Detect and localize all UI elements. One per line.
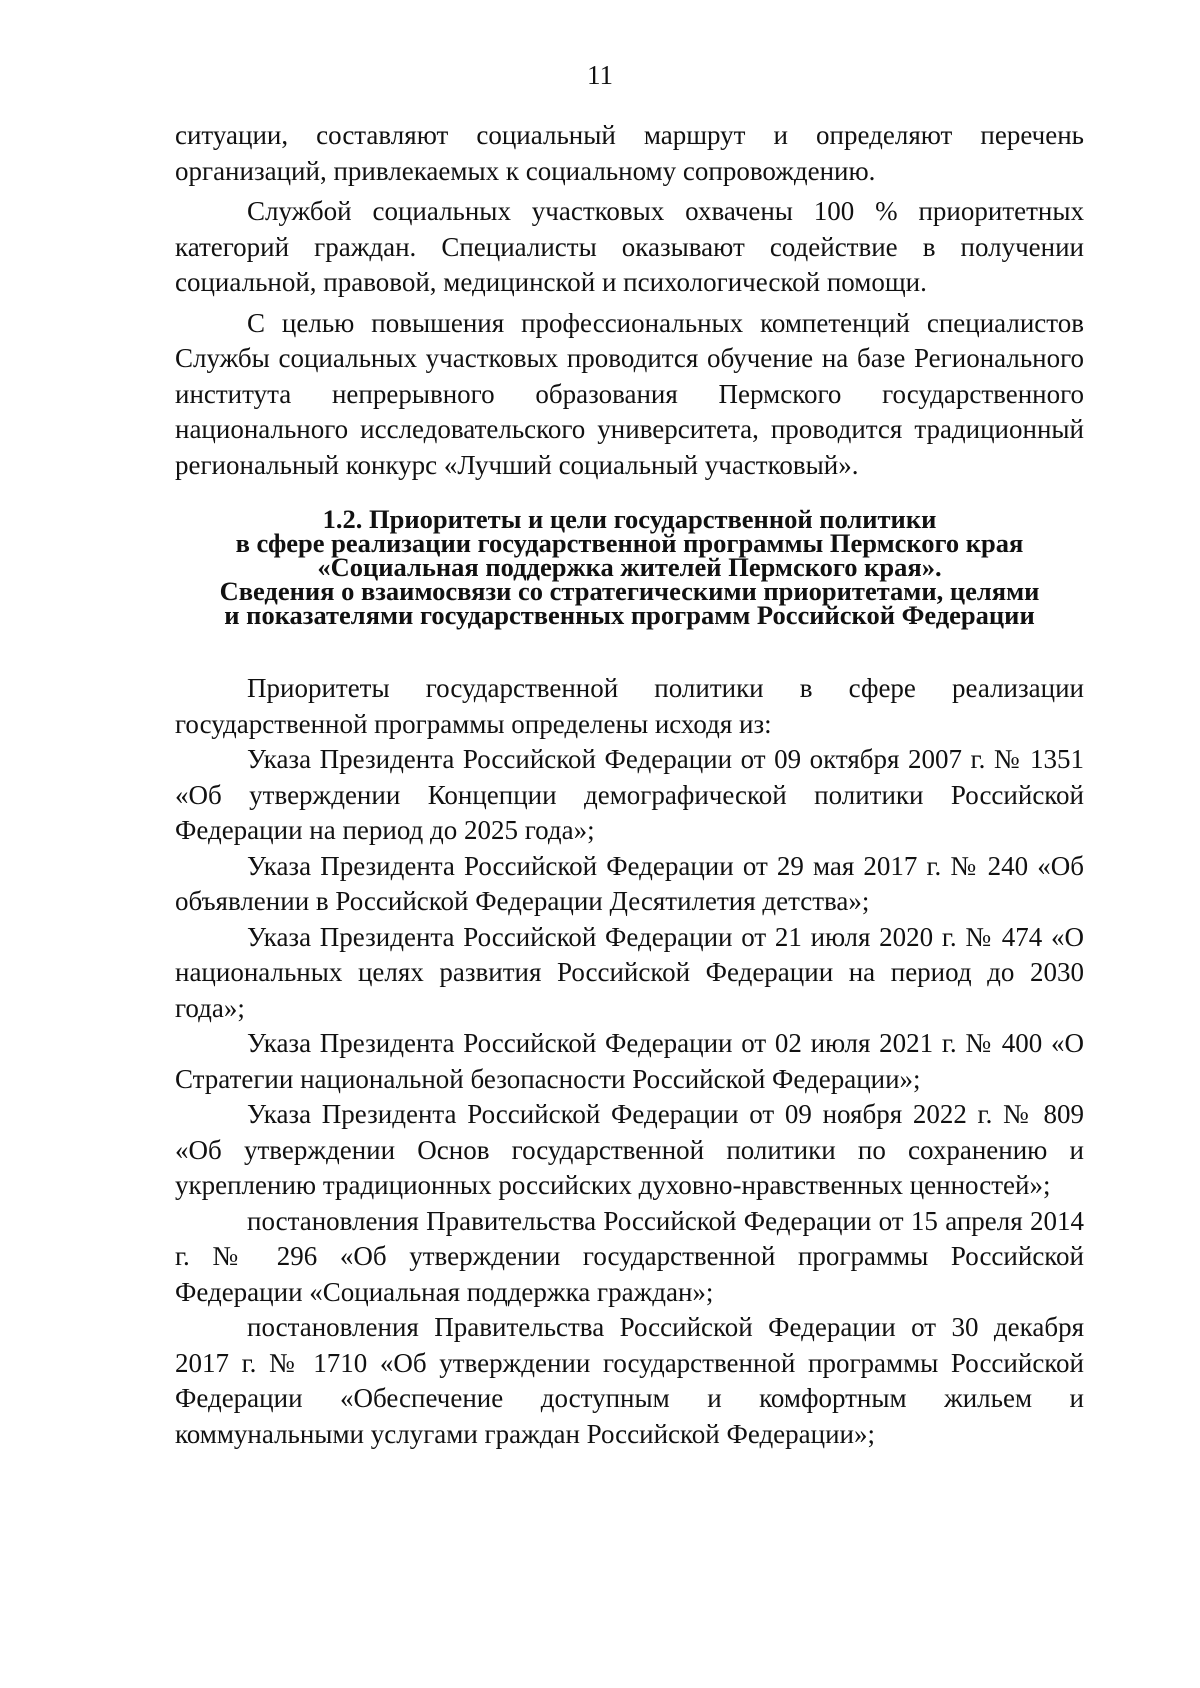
document-body [175, 118, 1084, 1452]
paragraph-decree: Указа Президента Российской Федерации от 29 мая 2017 г. № 240 «Об объявлении в Российской Федерации Десятилетия детства»; [175, 850, 1084, 916]
page-number: 11 [587, 60, 613, 90]
paragraph-resolution: постановления Правительства Российской Федерации от 15 апреля 2014 г. № 296 «Об утверждении государственной программы Российской Федерации «Социальная поддержка граждан»; [175, 1205, 1084, 1307]
paragraph-resolution: постановления Правительства Российской Федерации от 30 декабря 2017 г. № 1710 «Об утверждении государственной программы Российской Федерации «Обеспечение доступным и комфортным жильем и коммунальными услугами граждан Российской Федерации»; [175, 1312, 1084, 1449]
paragraph-decree: Указа Президента Российской Федерации от 09 ноября 2022 г. № 809 «Об утверждении Основ государственной политики по сохранению и укреплению традиционных российских духовно-нравственных ценностей»; [175, 1099, 1084, 1200]
section-heading-line: «Социальная поддержка жителей Пермского края». [317, 552, 942, 582]
paragraph-decree: Указа Президента Российской Федерации от 02 июля 2021 г. № 400 «О Стратегии национальной безопасности Российской Федерации»; [175, 1028, 1084, 1094]
paragraph-continuation: ситуации, составляют социальный маршрут и определяют перечень организаций, привлекаемых к социальному сопровождению. [175, 120, 1084, 186]
section-heading-line: и показателями государственных программ Российской Федерации [224, 600, 1035, 630]
paragraph-training: С целью повышения профессиональных компетенций специалистов Службы социальных участковых проводится обучение на базе Регионального института непрерывного образования Пермского государственного национального исследовательского университета, проводится традиционный региональный конкурс «Лучший социальный участковый». [175, 307, 1084, 480]
section-heading-line: 1.2. Приоритеты и цели государственной политики [322, 504, 937, 534]
section-heading [175, 504, 1084, 630]
section-heading-line: в сфере реализации государственной программы Пермского края [235, 528, 1024, 558]
paragraph-priorities-intro: Приоритеты государственной политики в сфере реализации государственной программы определены исходя из: [175, 673, 1084, 739]
paragraph-decree: Указа Президента Российской Федерации от 21 июля 2020 г. № 474 «О национальных целях развития Российской Федерации на период до 2030 года»; [175, 921, 1084, 1023]
section-heading-line: Сведения о взаимосвязи со стратегическими приоритетами, целями [219, 576, 1040, 606]
paragraph-decree: Указа Президента Российской Федерации от 09 октября 2007 г. № 1351 «Об утверждении Концепции демографической политики Российской Федерации на период до 2025 года»; [175, 744, 1084, 845]
paragraph-coverage: Службой социальных участковых охвачены 100 % приоритетных категорий граждан. Специалисты оказывают содействие в получении социальной, правовой, медицинской и психологической помощи. [175, 196, 1084, 297]
